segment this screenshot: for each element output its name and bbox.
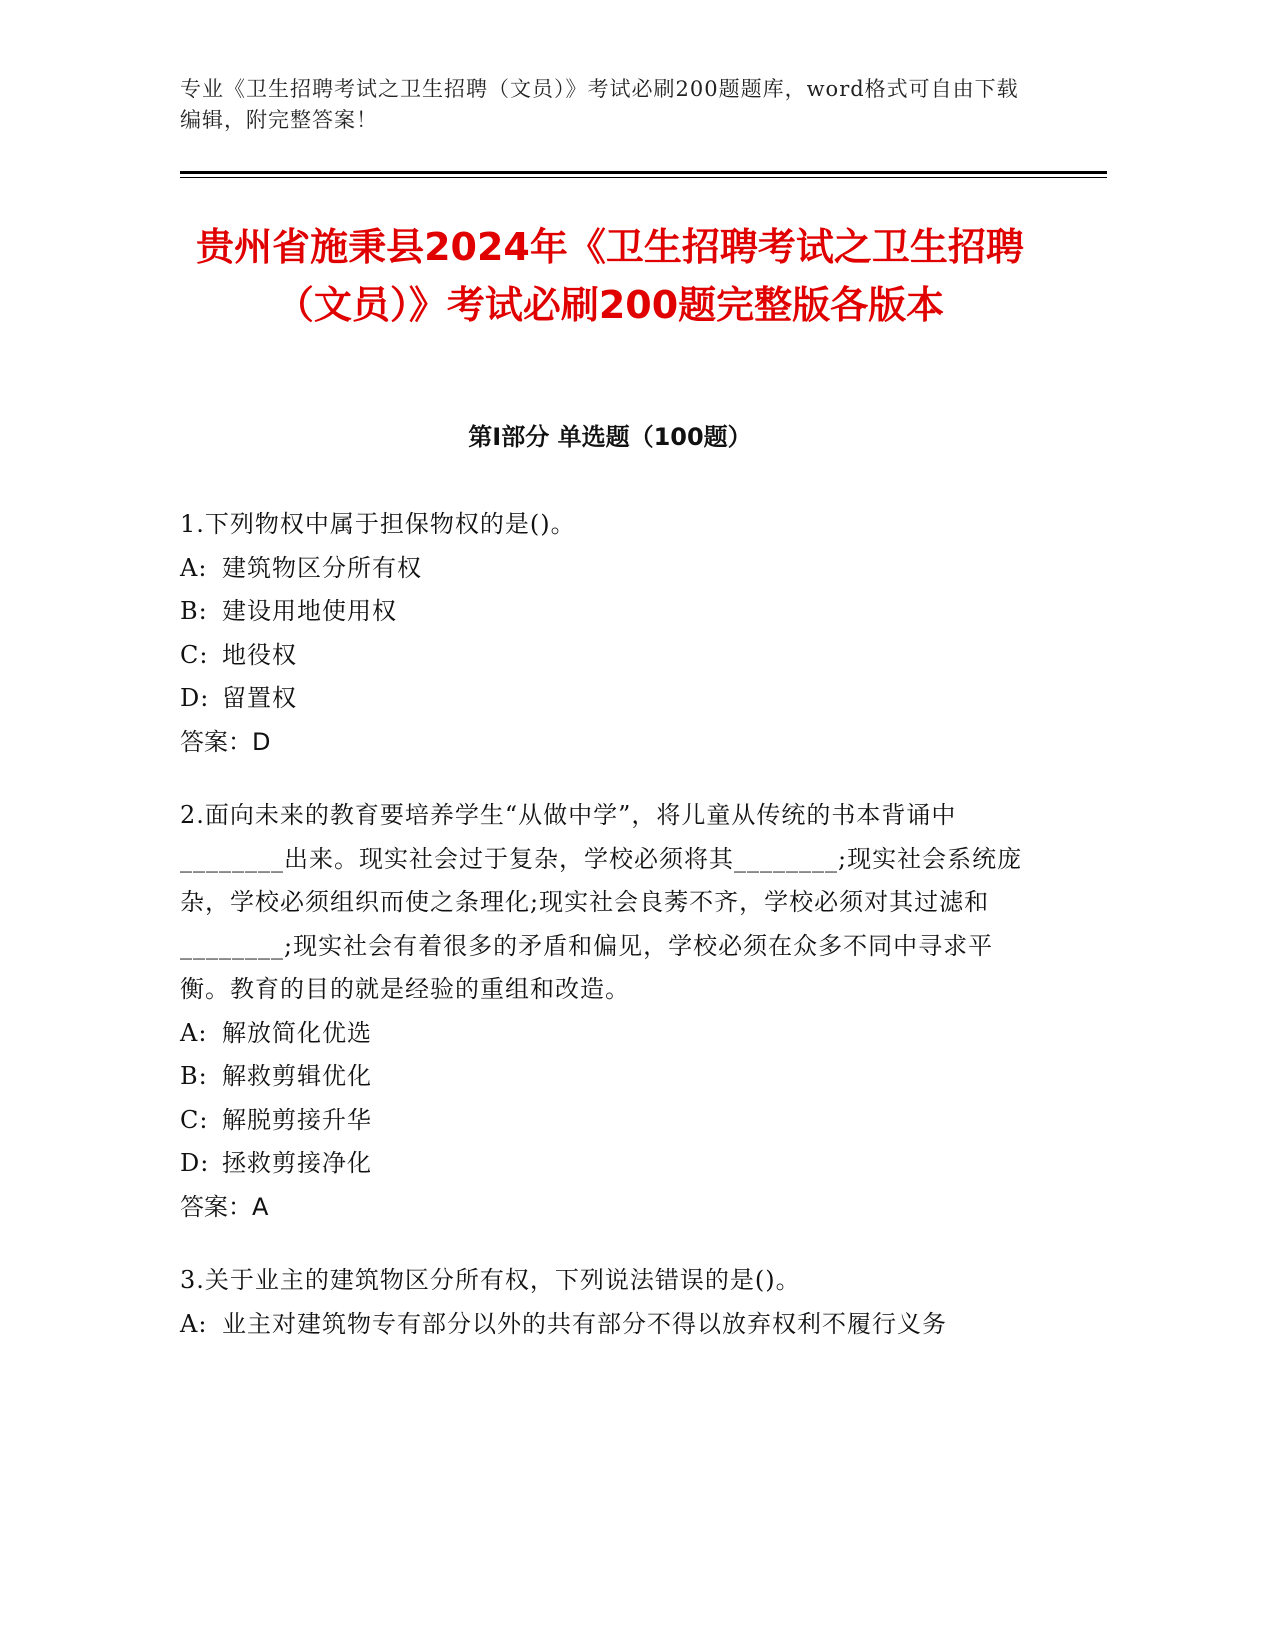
option-text: 解救剪辑优化 <box>222 1062 372 1090</box>
option-text: 解放简化优选 <box>222 1018 372 1047</box>
option-text: 解脱剪接升华 <box>222 1105 372 1134</box>
option-text: 建设用地使用权 <box>222 597 397 625</box>
question-2 <box>180 794 1040 1229</box>
option-letter: B: <box>180 1062 208 1090</box>
option-text: 地役权 <box>222 640 297 669</box>
option-letter: A: <box>180 1309 208 1338</box>
answer-line: 答案：D <box>180 727 271 756</box>
answer-line: 答案：A <box>180 1192 269 1221</box>
option-text: 拯救剪接净化 <box>222 1149 372 1177</box>
option-c <box>180 634 1040 678</box>
option-letter: A: <box>180 553 208 582</box>
option-letter: D: <box>180 684 210 712</box>
option-letter: C: <box>180 1105 209 1134</box>
question-list <box>180 503 1040 1376</box>
option-c <box>180 1099 1040 1143</box>
option-text: 留置权 <box>222 684 297 712</box>
question-stem: 1.下列物权中属于担保物权的是()。 <box>180 510 576 538</box>
header-rule-thin <box>180 177 1107 178</box>
option-text: 业主对建筑物专有部分以外的共有部分不得以放弃权利不履行义务 <box>222 1309 947 1338</box>
option-b <box>180 1055 1040 1099</box>
header-note: 专业《卫生招聘考试之卫生招聘（文员）》考试必刷200题题库，word格式可自由下载编辑，附完整答案！ <box>180 77 1019 132</box>
option-a <box>180 547 1040 591</box>
section-title: 第Ⅰ部分 单选题（100题） <box>468 423 752 451</box>
option-letter: C: <box>180 640 209 669</box>
option-d <box>180 677 1040 721</box>
option-letter: B: <box>180 597 208 625</box>
question-3 <box>180 1259 1040 1346</box>
option-letter: D: <box>180 1149 210 1177</box>
question-stem: 3.关于业主的建筑物区分所有权，下列说法错误的是()。 <box>180 1266 801 1294</box>
question-stem: 2.面向未来的教育要培养学生“从做中学”，将儿童从传统的书本背诵中________出来。现实社会过于复杂，学校必须将其________;现实社会系统庞杂，学校必须组织而使之条理化;现实社会良莠不齐，学校必须对其过滤和________;现实社会有着很多的矛盾和偏见，学校必须在众多不同中寻求平衡。教育的目的就是经验的重组和改造。 <box>180 801 1023 1003</box>
option-letter: A: <box>180 1018 208 1047</box>
option-d <box>180 1142 1040 1186</box>
option-a <box>180 1012 1040 1056</box>
header-rule-thick <box>180 171 1107 174</box>
option-text: 建筑物区分所有权 <box>222 553 422 582</box>
option-b <box>180 590 1040 634</box>
option-a <box>180 1303 1040 1347</box>
document-title: 贵州省施秉县2024年《卫生招聘考试之卫生招聘（文员）》考试必刷200题完整版各版本 <box>196 225 1024 327</box>
question-1 <box>180 503 1040 764</box>
